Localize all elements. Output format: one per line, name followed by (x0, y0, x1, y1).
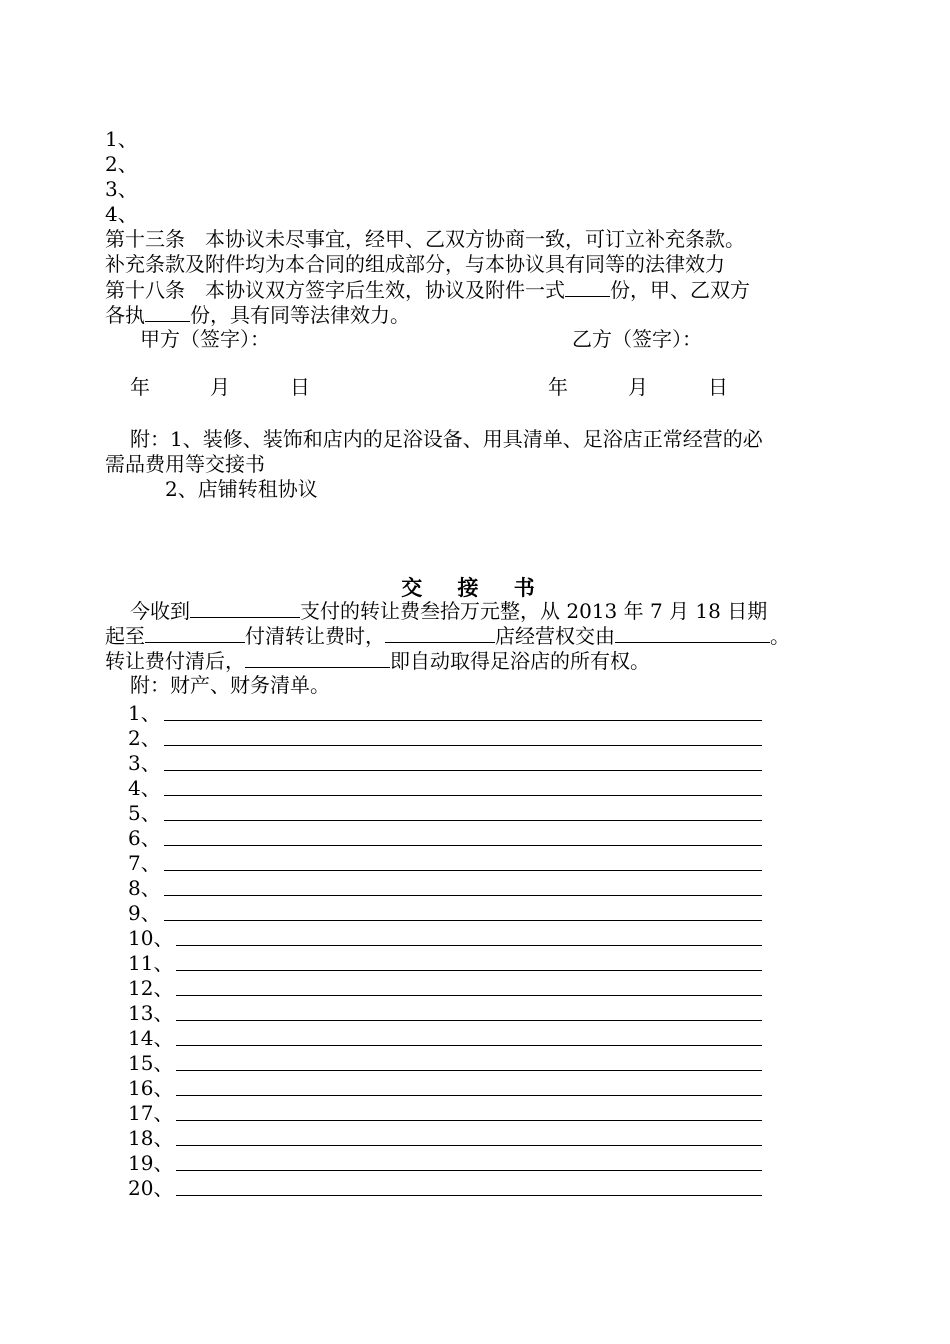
property-list-item-number: 19、 (128, 1151, 174, 1175)
attachment-line-3: 2、店铺转租协议 (165, 477, 318, 501)
handover-text: 支付的转让费叁拾万元整，从 2013 年 7 月 18 日期 (300, 599, 768, 623)
party-b-signature-label: 乙方（签字）： (572, 327, 702, 351)
party-a-signature-label: 甲方（签字）： (140, 327, 270, 351)
article-18-text: 第十八条 本协议双方签字后生效，协议及附件一式 (105, 278, 565, 302)
owner-blank[interactable] (245, 648, 390, 668)
property-list-item-blank[interactable] (164, 895, 762, 896)
property-list-item-number: 1、 (128, 701, 161, 725)
property-list-item-blank[interactable] (176, 1095, 762, 1096)
handover-text: 。 (770, 624, 790, 648)
property-list-item-number: 5、 (128, 801, 161, 825)
property-list-item-blank[interactable] (176, 1045, 762, 1046)
property-list-item-blank[interactable] (176, 1020, 762, 1021)
property-list-heading: 附：财产、财务清单。 (130, 673, 330, 697)
attachment-line-2: 需品费用等交接书 (105, 452, 265, 476)
property-list-item-blank[interactable] (176, 1170, 762, 1171)
shop-name-blank[interactable] (385, 623, 495, 643)
property-list-item-blank[interactable] (176, 945, 762, 946)
payer-blank[interactable] (190, 598, 300, 618)
property-list-item-blank[interactable] (164, 870, 762, 871)
property-list-item-number: 7、 (128, 851, 161, 875)
article-13-line-2: 补充条款及附件均为本合同的组成部分，与本协议具有同等的法律效力 (105, 252, 725, 276)
article-18-line-2 (105, 302, 410, 328)
handover-paragraph-1 (130, 598, 767, 624)
property-list-item-blank[interactable] (164, 795, 762, 796)
handover-text: 今收到 (130, 599, 190, 623)
list-item: 3、 (105, 177, 138, 201)
article-18-line-1 (105, 277, 750, 303)
property-list-item-number: 13、 (128, 1001, 174, 1025)
article-18-text: 份，甲、乙双方 (610, 278, 750, 302)
property-list-item-blank[interactable] (176, 995, 762, 996)
party-a-date: 年 月 日 (130, 375, 310, 399)
handover-text: 付清转让费时， (245, 624, 385, 648)
property-list-item-blank[interactable] (176, 970, 762, 971)
property-list-item-number: 12、 (128, 976, 174, 1000)
handover-text: 即自动取得足浴店的所有权。 (390, 649, 650, 673)
property-list-item-number: 2、 (128, 726, 161, 750)
handover-text: 转让费付清后， (105, 649, 245, 673)
property-list-item-blank[interactable] (176, 1070, 762, 1071)
copies-each-blank[interactable] (145, 302, 190, 322)
handover-title: 交 接 书 (401, 575, 549, 600)
property-list-item-number: 16、 (128, 1076, 174, 1100)
property-list-item-number: 18、 (128, 1126, 174, 1150)
property-list-item-blank[interactable] (164, 820, 762, 821)
list-item: 2、 (105, 152, 138, 176)
list-item: 1、 (105, 127, 138, 151)
party-b-date: 年 月 日 (548, 375, 728, 399)
property-list-item-number: 10、 (128, 926, 174, 950)
handover-text: 店经营权交由 (495, 624, 615, 648)
property-list-item-blank[interactable] (164, 920, 762, 921)
copies-total-blank[interactable] (565, 277, 610, 297)
handover-paragraph-3 (105, 648, 650, 674)
property-list-item-blank[interactable] (176, 1195, 762, 1196)
property-list-item-number: 11、 (128, 951, 174, 975)
end-date-blank[interactable] (145, 623, 245, 643)
property-list-item-number: 14、 (128, 1026, 174, 1050)
property-list-item-number: 8、 (128, 876, 161, 900)
property-list-item-number: 3、 (128, 751, 161, 775)
article-18-text: 各执 (105, 303, 145, 327)
property-list-item-blank[interactable] (164, 770, 762, 771)
article-18-text: 份，具有同等法律效力。 (190, 303, 410, 327)
recipient-blank[interactable] (615, 623, 770, 643)
attachment-line-1: 附：1、装修、装饰和店内的足浴设备、用具清单、足浴店正常经营的必 (130, 427, 763, 451)
list-item: 4、 (105, 202, 138, 226)
property-list-item-number: 15、 (128, 1051, 174, 1075)
property-list-item-number: 4、 (128, 776, 161, 800)
article-13-line-1: 第十三条 本协议未尽事宜，经甲、乙双方协商一致，可订立补充条款。 (105, 227, 745, 251)
property-list-item-blank[interactable] (164, 845, 762, 846)
property-list-item-blank[interactable] (176, 1145, 762, 1146)
handover-paragraph-2 (105, 623, 790, 649)
property-list-item-number: 9、 (128, 901, 161, 925)
property-list-item-blank[interactable] (176, 1120, 762, 1121)
property-list-item-blank[interactable] (164, 720, 762, 721)
property-list-item-number: 6、 (128, 826, 161, 850)
handover-text: 起至 (105, 624, 145, 648)
property-list-item-number: 17、 (128, 1101, 174, 1125)
property-list-item-blank[interactable] (164, 745, 762, 746)
property-list-item-number: 20、 (128, 1176, 174, 1200)
